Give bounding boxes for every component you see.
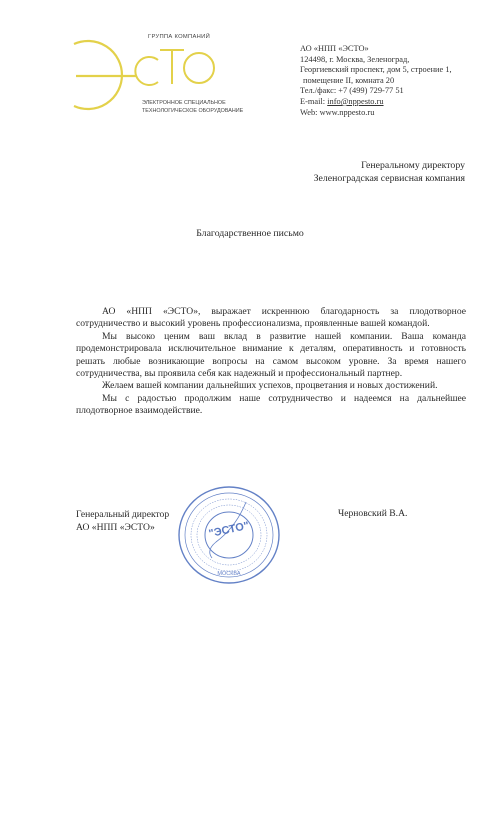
recipient-position: Генеральному директору [361,160,465,171]
signatory-name: Черновский В.А. [338,508,408,519]
letter-title: Благодарственное письмо [196,228,304,239]
address-line-1: 124498, г. Москва, Зеленоград, [300,54,410,64]
body-paragraph-4: Мы с радостью продолжим наше сотрудничество и надеемся на дальнейшее плодотворное взаимодействие. [76,392,466,417]
web-link[interactable]: www.nppesto.ru [319,107,375,117]
phone-fax: Тел./факс: +7 (499) 729-77 51 [300,86,404,96]
body-paragraph-2: Мы высоко ценим ваш вклад в развитие нашей компании. Ваша команда продемонстрировала исключительное внимание к деталям, оперативность и готовность решать любые возникающие вопросы на самом высоком уровне. За время нашего сотрудничества, вы проявила себя как надежный и профессиональный партнер. [76,330,466,380]
body-paragraph-3: Желаем вашей компании дальнейших успехов, процветания и новых достижений. [102,380,438,392]
logo-group-label: ГРУППА КОМПАНИЙ [148,34,211,40]
signatory-title: Генеральный директор [76,509,170,520]
company-logo [66,30,256,120]
signatory-company: АО «НПП «ЭСТО» [76,522,155,533]
company-name: АО «НПП «ЭСТО» [300,44,369,53]
letter-body [76,306,466,418]
logo-tagline-line-1: ЭЛЕКТРОННОЕ СПЕЦИАЛЬНОЕ [142,100,226,106]
email-line [300,97,490,108]
web-label: Web: [300,107,320,117]
logo-tagline-line-2: ТЕХНОЛОГИЧЕСКОЕ ОБОРУДОВАНИЕ [142,107,244,114]
signatory-position [76,508,169,534]
address-line-3: помещение II, комната 20 [303,75,395,85]
stamp-city: МОСКВА [217,571,241,577]
address-line-2: Георгиевский проспект, дом 5, строение 1, [300,65,452,75]
stamp-company-name: "ЭСТО" [207,519,251,541]
logo-tagline [142,100,243,115]
body-paragraph-1: АО «НПП «ЭСТО», выражает искреннюю благодарность за плодотворное сотрудничество и высокий уровень профессионализма, проявленные вашей командой. [76,306,466,330]
email-link[interactable]: info@nppesto.ru [327,96,384,106]
recipient-block [314,159,465,185]
company-address-block [300,44,490,118]
web-line [300,108,490,119]
recipient-company: Зеленоградская сервисная компания [313,173,465,184]
email-label: E-mail: [300,96,328,106]
